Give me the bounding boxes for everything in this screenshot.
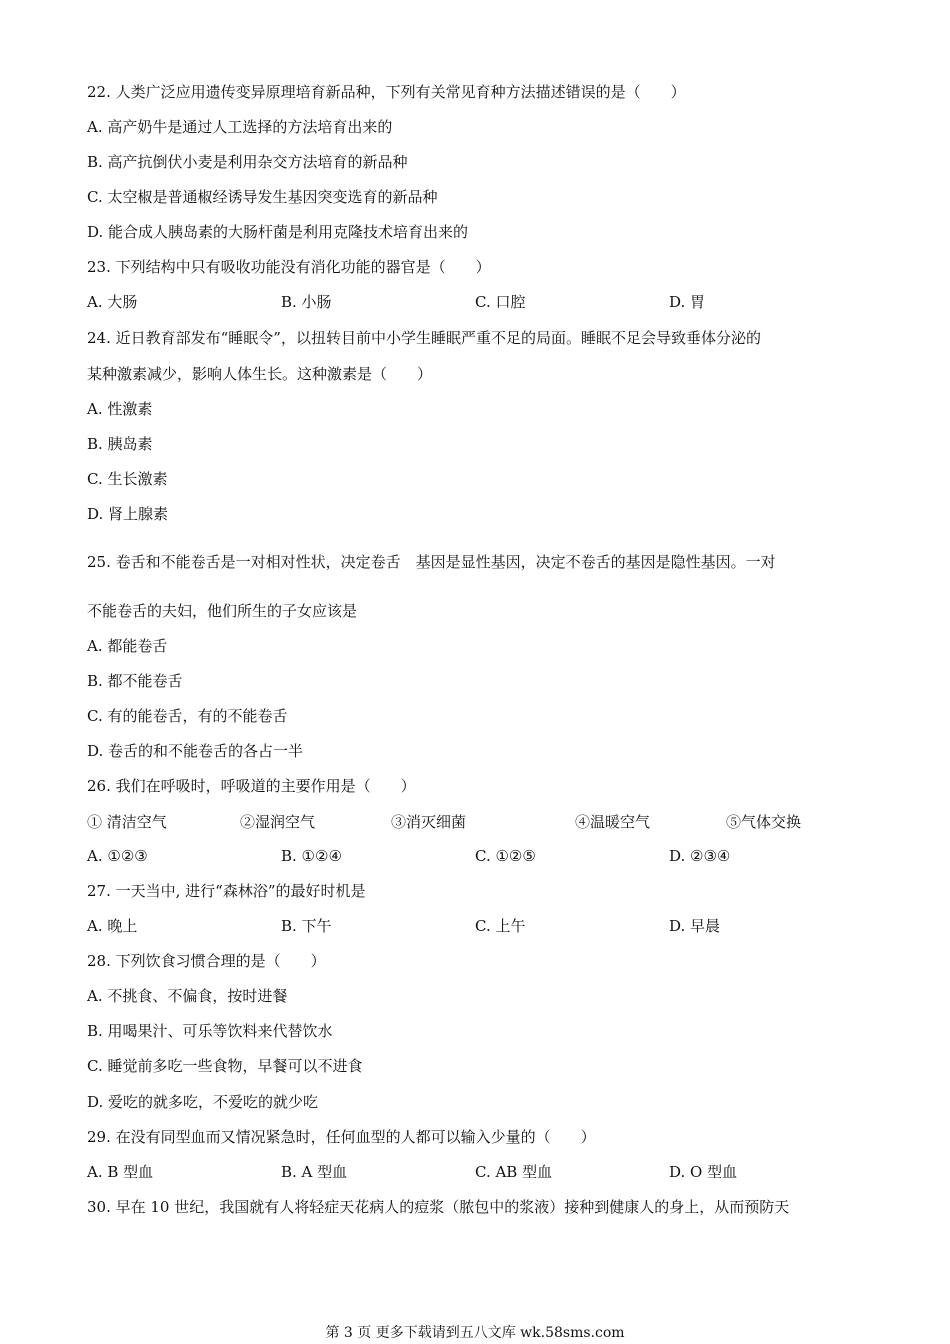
question-22-option-c: C. 太空椒是普通椒经诱导发生基因突变选育的新品种 [87, 188, 438, 206]
question-26-item-3: ③消灭细菌 [391, 813, 467, 831]
question-26-stem: 26. 我们在呼吸时，呼吸道的主要作用是（ ） [87, 777, 416, 795]
question-23-stem: 23. 下列结构中只有吸收功能没有消化功能的器官是（ ） [87, 258, 491, 276]
question-29-stem: 29. 在没有同型血而又情况紧急时，任何血型的人都可以输入少量的（ ） [87, 1128, 596, 1146]
question-25-stem-line-1: 25. 卷舌和不能卷舌是一对相对性状，决定卷舌 基因是显性基因，决定不卷舌的基因是隐性基因。一对 [87, 553, 776, 571]
question-25-option-c: C. 有的能卷舌，有的不能卷舌 [87, 707, 288, 725]
question-26-item-5: ⑤气体交换 [726, 813, 802, 831]
question-23-option-b: B. 小肠 [281, 293, 332, 311]
question-25-stem-line-2: 不能卷舌的夫妇，他们所生的子女应该是 [87, 602, 358, 620]
question-24-option-d: D. 肾上腺素 [87, 505, 169, 523]
question-22-option-d: D. 能合成人胰岛素的大肠杆菌是利用克隆技术培育出来的 [87, 223, 469, 241]
question-27-option-a: A. 晚上 [87, 917, 138, 935]
question-27-option-b: B. 下午 [281, 917, 332, 935]
question-26-option-d: D. ②③④ [669, 847, 731, 865]
question-26-option-a: A. ①②③ [87, 847, 148, 865]
question-28-option-c: C. 睡觉前多吃一些食物，早餐可以不进食 [87, 1057, 363, 1075]
question-25-option-d: D. 卷舌的和不能卷舌的各占一半 [87, 742, 304, 760]
question-25-option-b: B. 都不能卷舌 [87, 672, 183, 690]
question-24-option-a: A. 性激素 [87, 400, 153, 418]
question-28-option-d: D. 爱吃的就多吃，不爱吃的就少吃 [87, 1093, 319, 1111]
question-28-option-a: A. 不挑食、不偏食，按时进餐 [87, 987, 288, 1005]
question-29-option-a: A. B 型血 [87, 1163, 154, 1181]
question-29-option-c: C. AB 型血 [475, 1163, 553, 1181]
question-24-stem-line-2: 某种激素减少，影响人体生长。这种激素是（ ） [87, 365, 433, 383]
question-28-stem: 28. 下列饮食习惯合理的是（ ） [87, 952, 326, 970]
question-27-option-c: C. 上午 [475, 917, 526, 935]
question-27-option-d: D. 早晨 [669, 917, 721, 935]
question-27-stem: 27. 一天当中, 进行“森林浴”的最好时机是 [87, 882, 366, 900]
question-29-option-b: B. A 型血 [281, 1163, 348, 1181]
question-25-option-a: A. 都能卷舌 [87, 637, 168, 655]
question-26-item-4: ④温暖空气 [575, 813, 651, 831]
question-22-stem: 22. 人类广泛应用遗传变异原理培育新品种，下列有关常见育种方法描述错误的是（ ） [87, 83, 686, 101]
question-23-option-c: C. 口腔 [475, 293, 526, 311]
question-26-option-c: C. ①②⑤ [475, 847, 536, 865]
question-23-option-a: A. 大肠 [87, 293, 138, 311]
question-30-stem-line-1: 30. 早在 10 世纪，我国就有人将轻症天花病人的痘浆（脓包中的浆液）接种到健康人的身上，从而预防天 [87, 1198, 790, 1216]
question-22-option-b: B. 高产抗倒伏小麦是利用杂交方法培育的新品种 [87, 153, 408, 171]
question-28-option-b: B. 用喝果汁、可乐等饮料来代替饮水 [87, 1022, 333, 1040]
page-footer: 第 3 页 更多下载请到五八文库 wk.58sms.com [325, 1325, 625, 1341]
question-26-item-1: ① 清洁空气 [87, 813, 167, 831]
question-26-item-2: ②湿润空气 [240, 813, 316, 831]
question-24-option-c: C. 生长激素 [87, 470, 168, 488]
question-24-option-b: B. 胰岛素 [87, 435, 153, 453]
question-26-option-b: B. ①②④ [281, 847, 342, 865]
question-23-option-d: D. 胃 [669, 293, 706, 311]
question-22-option-a: A. 高产奶牛是通过人工选择的方法培育出来的 [87, 118, 393, 136]
question-29-option-d: D. O 型血 [669, 1163, 738, 1181]
question-24-stem-line-1: 24. 近日教育部发布“睡眠令”，以扭转目前中小学生睡眠严重不足的局面。睡眠不足会导致垂体分泌的 [87, 329, 761, 347]
